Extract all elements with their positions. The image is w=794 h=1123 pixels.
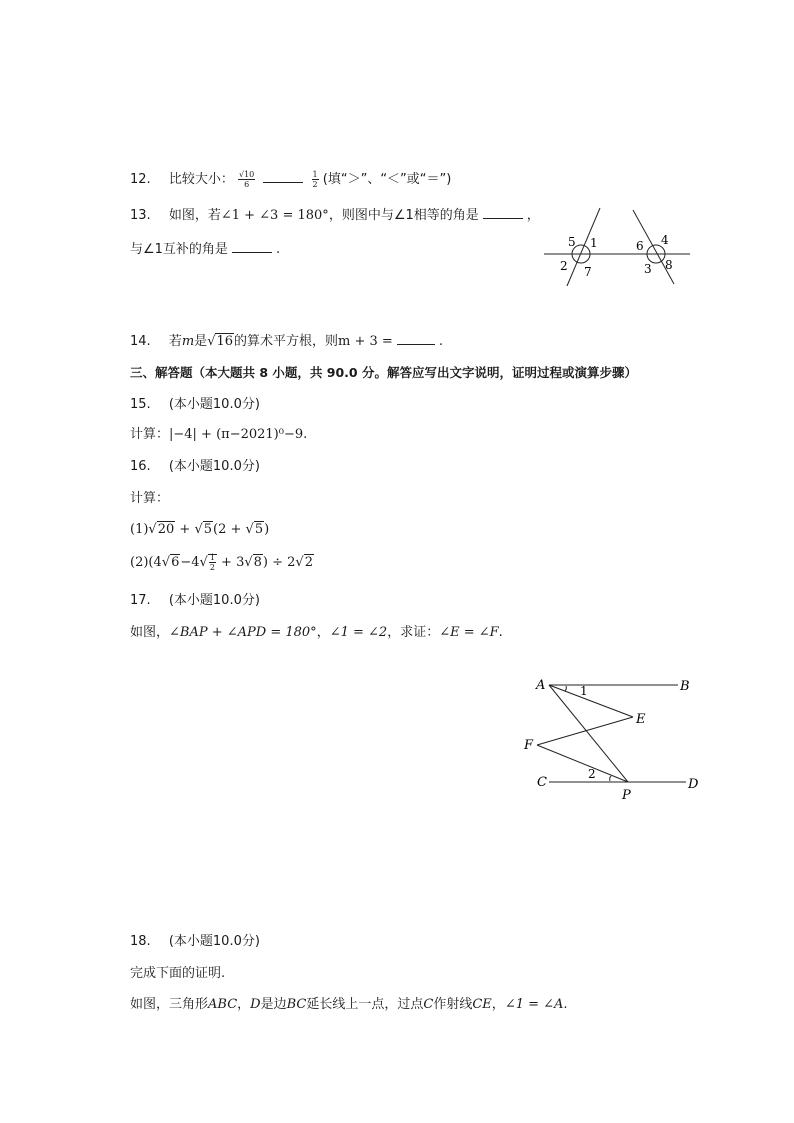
angle-label-3: 3: [644, 262, 652, 276]
paren-expr: (2 +: [213, 522, 246, 537]
figure-q17-parallel-lines: [520, 670, 705, 805]
question-text: 如图，: [130, 625, 170, 640]
punctuation: .: [563, 997, 568, 1012]
question-score: (本小题10.0分): [168, 397, 260, 412]
fraction-one-half: $\frac{1}{2}$: [209, 553, 215, 572]
question-16-header: [130, 458, 260, 476]
math-expression: ∠E = ∠F: [439, 625, 499, 640]
angle-label-1: 1: [590, 236, 598, 250]
question-17-body: [130, 624, 503, 642]
fraction-one-half: $\frac{1}{2}$: [312, 170, 318, 189]
punctuation: ，: [237, 997, 251, 1012]
math-expression: ∠1 = ∠A: [504, 997, 564, 1012]
sqrt-5: √5: [245, 522, 264, 537]
question-text: 如图，三角形: [130, 997, 209, 1012]
punctuation: .: [438, 334, 443, 349]
angle-1-arc: [565, 686, 566, 691]
math-var: C: [423, 997, 434, 1012]
question-18-header: [130, 933, 260, 951]
math-var: CE: [472, 997, 492, 1012]
point-label-D: D: [688, 777, 699, 792]
question-text: 与∠1互补的角是: [130, 242, 228, 257]
punctuation: ，: [526, 208, 540, 223]
segment-EF: [537, 717, 633, 745]
question-number: 16.: [130, 459, 151, 474]
question-13-line2: [130, 240, 280, 259]
question-17-header: [130, 592, 260, 610]
angle-2-arc: [610, 776, 611, 781]
answer-blank[interactable]: [397, 332, 435, 345]
segment-FP: [537, 745, 628, 782]
angle-label-2: 2: [588, 767, 596, 781]
variable-m: m: [181, 334, 195, 349]
angle-label-7: 7: [584, 265, 592, 279]
question-14: [130, 332, 443, 351]
question-score: (本小题10.0分): [168, 934, 260, 949]
question-16-part1: [130, 521, 269, 539]
angle-label-2: 2: [560, 259, 568, 273]
sqrt-8: √8: [244, 555, 262, 570]
math-var: BC: [286, 997, 307, 1012]
question-number: 13.: [130, 208, 151, 223]
question-text: 是: [194, 334, 208, 349]
sqrt-20: √20: [148, 522, 175, 537]
punctuation: .: [275, 242, 281, 257]
part-label: (2)(4: [130, 555, 162, 570]
point-label-F: F: [524, 738, 534, 753]
question-number: 15.: [130, 397, 151, 412]
part-label: (1): [130, 522, 149, 537]
question-18-line1: 完成下面的证明.: [130, 966, 226, 981]
question-number: 17.: [130, 593, 151, 608]
point-label-A: A: [536, 678, 546, 693]
point-label-B: B: [680, 679, 690, 694]
answer-blank[interactable]: [263, 170, 303, 183]
sqrt-one-half: √ $\frac{1}{2}$: [199, 553, 215, 572]
question-score: (本小题10.0分): [168, 459, 260, 474]
sqrt-16: √16: [207, 334, 234, 349]
punctuation: ，: [316, 625, 330, 640]
angle-label-1: 1: [580, 684, 588, 698]
question-text: 是边: [260, 997, 287, 1012]
question-text: ，则图中与∠1相等的角是: [328, 208, 479, 223]
question-hint: (填“＞”、“＜”或“＝”): [322, 172, 452, 187]
paren-close: ): [264, 522, 270, 537]
answer-blank[interactable]: [483, 206, 523, 219]
math-expression: m + 3 =: [338, 334, 393, 349]
sqrt-5: √5: [194, 522, 213, 537]
question-text: 如图，若: [168, 208, 221, 223]
sqrt-2: √2: [295, 555, 313, 570]
sqrt-6: √6: [161, 555, 180, 570]
angle-label-4: 4: [661, 233, 669, 247]
question-18-line2: [130, 996, 568, 1014]
punctuation: .: [498, 625, 503, 640]
answer-blank[interactable]: [232, 240, 272, 253]
angle-label-6: 6: [636, 239, 644, 253]
question-16-part2: [130, 553, 314, 572]
operator: ) ÷ 2: [262, 555, 296, 570]
question-text: 比较大小：: [168, 172, 234, 187]
question-text: 若: [168, 334, 182, 349]
angle-label-8: 8: [665, 258, 673, 272]
math-var: D: [250, 997, 261, 1012]
point-label-P: P: [622, 788, 631, 803]
fraction-sqrt10-over-6: $\frac{√10}{6}$: [238, 170, 255, 189]
math-var: ABC: [208, 997, 238, 1012]
math-expression: ∠1 + ∠3 = 180°: [220, 208, 329, 223]
question-number: 14.: [130, 334, 151, 349]
question-13-line1: [130, 206, 540, 225]
question-score: (本小题10.0分): [168, 593, 260, 608]
punctuation: ，: [491, 997, 505, 1012]
point-label-C: C: [537, 775, 547, 790]
operator: −4: [180, 555, 200, 570]
operator: + 3: [216, 555, 245, 570]
figure-q13-angles: [540, 200, 695, 295]
question-15-header: [130, 396, 260, 414]
math-expression: ∠1 = ∠2: [329, 625, 388, 640]
math-expression: ∠BAP + ∠APD = 180°: [169, 625, 317, 640]
question-text: 延长线上一点，过点: [306, 997, 424, 1012]
question-15-body: 计算：|−4| + (π−2021)⁰−9.: [130, 427, 308, 442]
operator: +: [175, 522, 195, 537]
section-heading: 三、解答题（本大题共 8 小题，共 90.0 分。解答应写出文字说明，证明过程或演算步骤）: [130, 365, 637, 380]
question-number: 18.: [130, 934, 151, 949]
angle-label-5: 5: [568, 235, 576, 249]
question-12: [130, 170, 451, 189]
question-number: 12.: [130, 172, 151, 187]
question-text: 的算术平方根，则: [234, 334, 339, 349]
question-16-intro: 计算：: [130, 491, 170, 506]
question-text: ，求证：: [387, 625, 440, 640]
point-label-E: E: [636, 712, 646, 727]
question-text: 作射线: [433, 997, 473, 1012]
